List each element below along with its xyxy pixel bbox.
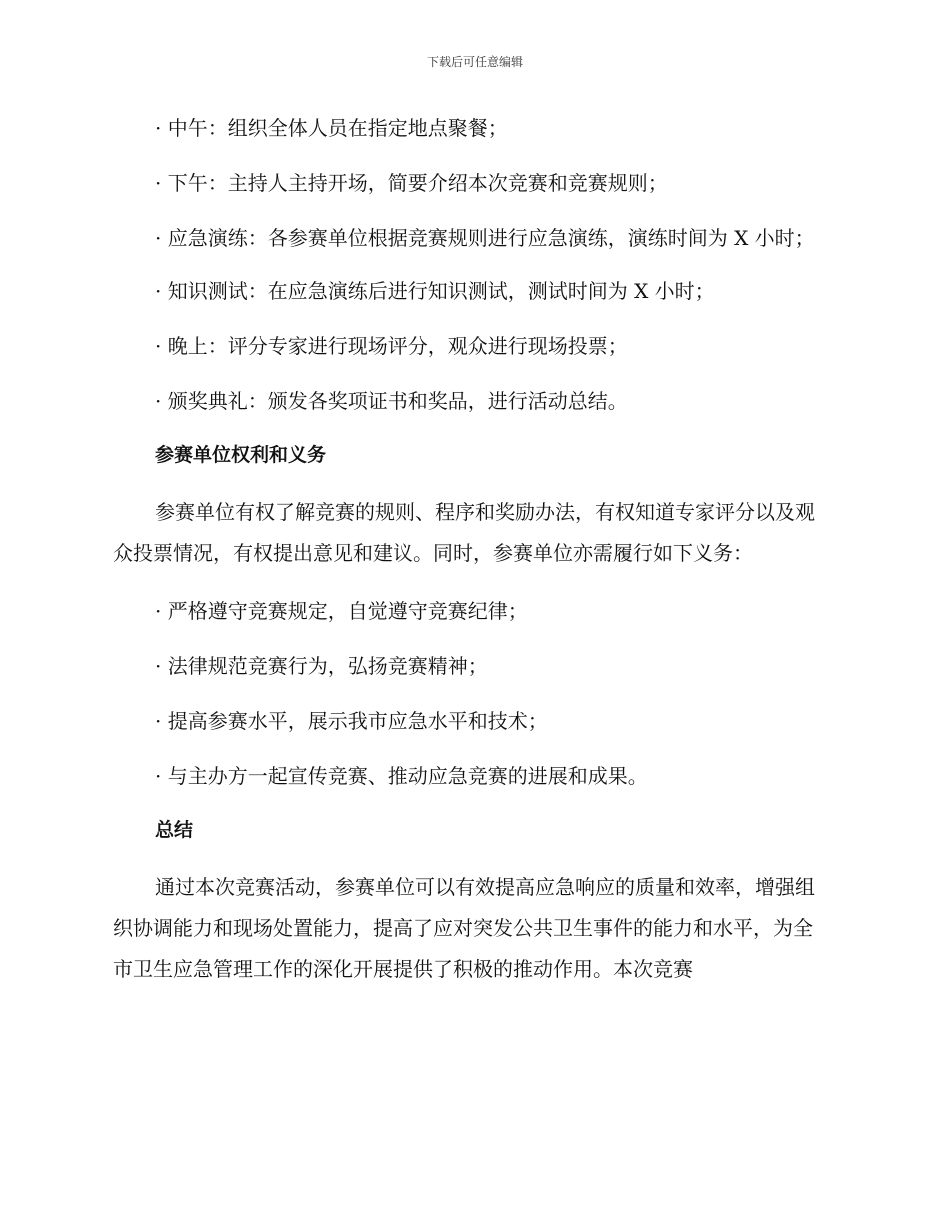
document-body [113,110,830,1007]
schedule-item-evening: · 晚上：评分专家进行现场评分，观众进行现场投票； [155,334,628,358]
schedule-item-drill: · 应急演练：各参赛单位根据竞赛规则进行应急演练，演练时间为 X 小时； [155,226,815,250]
schedule-item-noon: · 中午：组织全体人员在指定地点聚餐； [155,116,508,140]
section-heading-rights: 参赛单位权利和义务 [155,444,327,466]
obligation-item-1: · 严格遵守竞赛规定，自觉遵守竞赛纪律； [155,599,528,623]
rights-paragraph: 参赛单位有权了解竞赛的规则、程序和奖励办法，有权知道专家评分以及观众投票情况，有权提出意见和建议。同时，参赛单位亦需履行如下义务： [113,500,815,565]
obligation-item-2: · 法律规范竞赛行为，弘扬竞赛精神； [155,654,488,678]
obligation-item-4: · 与主办方一起宣传竞赛、推动应急竞赛的进展和成果。 [155,764,648,788]
schedule-item-award-ceremony: · 颁奖典礼：颁发各奖项证书和奖品，进行活动总结。 [155,389,628,413]
page-header: 下载后可任意编辑 [426,55,523,69]
obligation-item-3: · 提高参赛水平，展示我市应急水平和技术； [155,709,548,733]
schedule-item-afternoon: · 下午：主持人主持开场，简要介绍本次竞赛和竞赛规则； [155,171,668,195]
summary-paragraph: 通过本次竞赛活动，参赛单位可以有效提高应急响应的质量和效率，增强组织协调能力和现场处置能力，提高了应对突发公共卫生事件的能力和水平，为全市卫生应急管理工作的深化开展提供了积极的推动作用。本次竞赛 [113,875,815,981]
schedule-item-knowledge-test: · 知识测试：在应急演练后进行知识测试，测试时间为 X 小时； [155,279,715,303]
section-heading-summary: 总结 [155,819,194,841]
